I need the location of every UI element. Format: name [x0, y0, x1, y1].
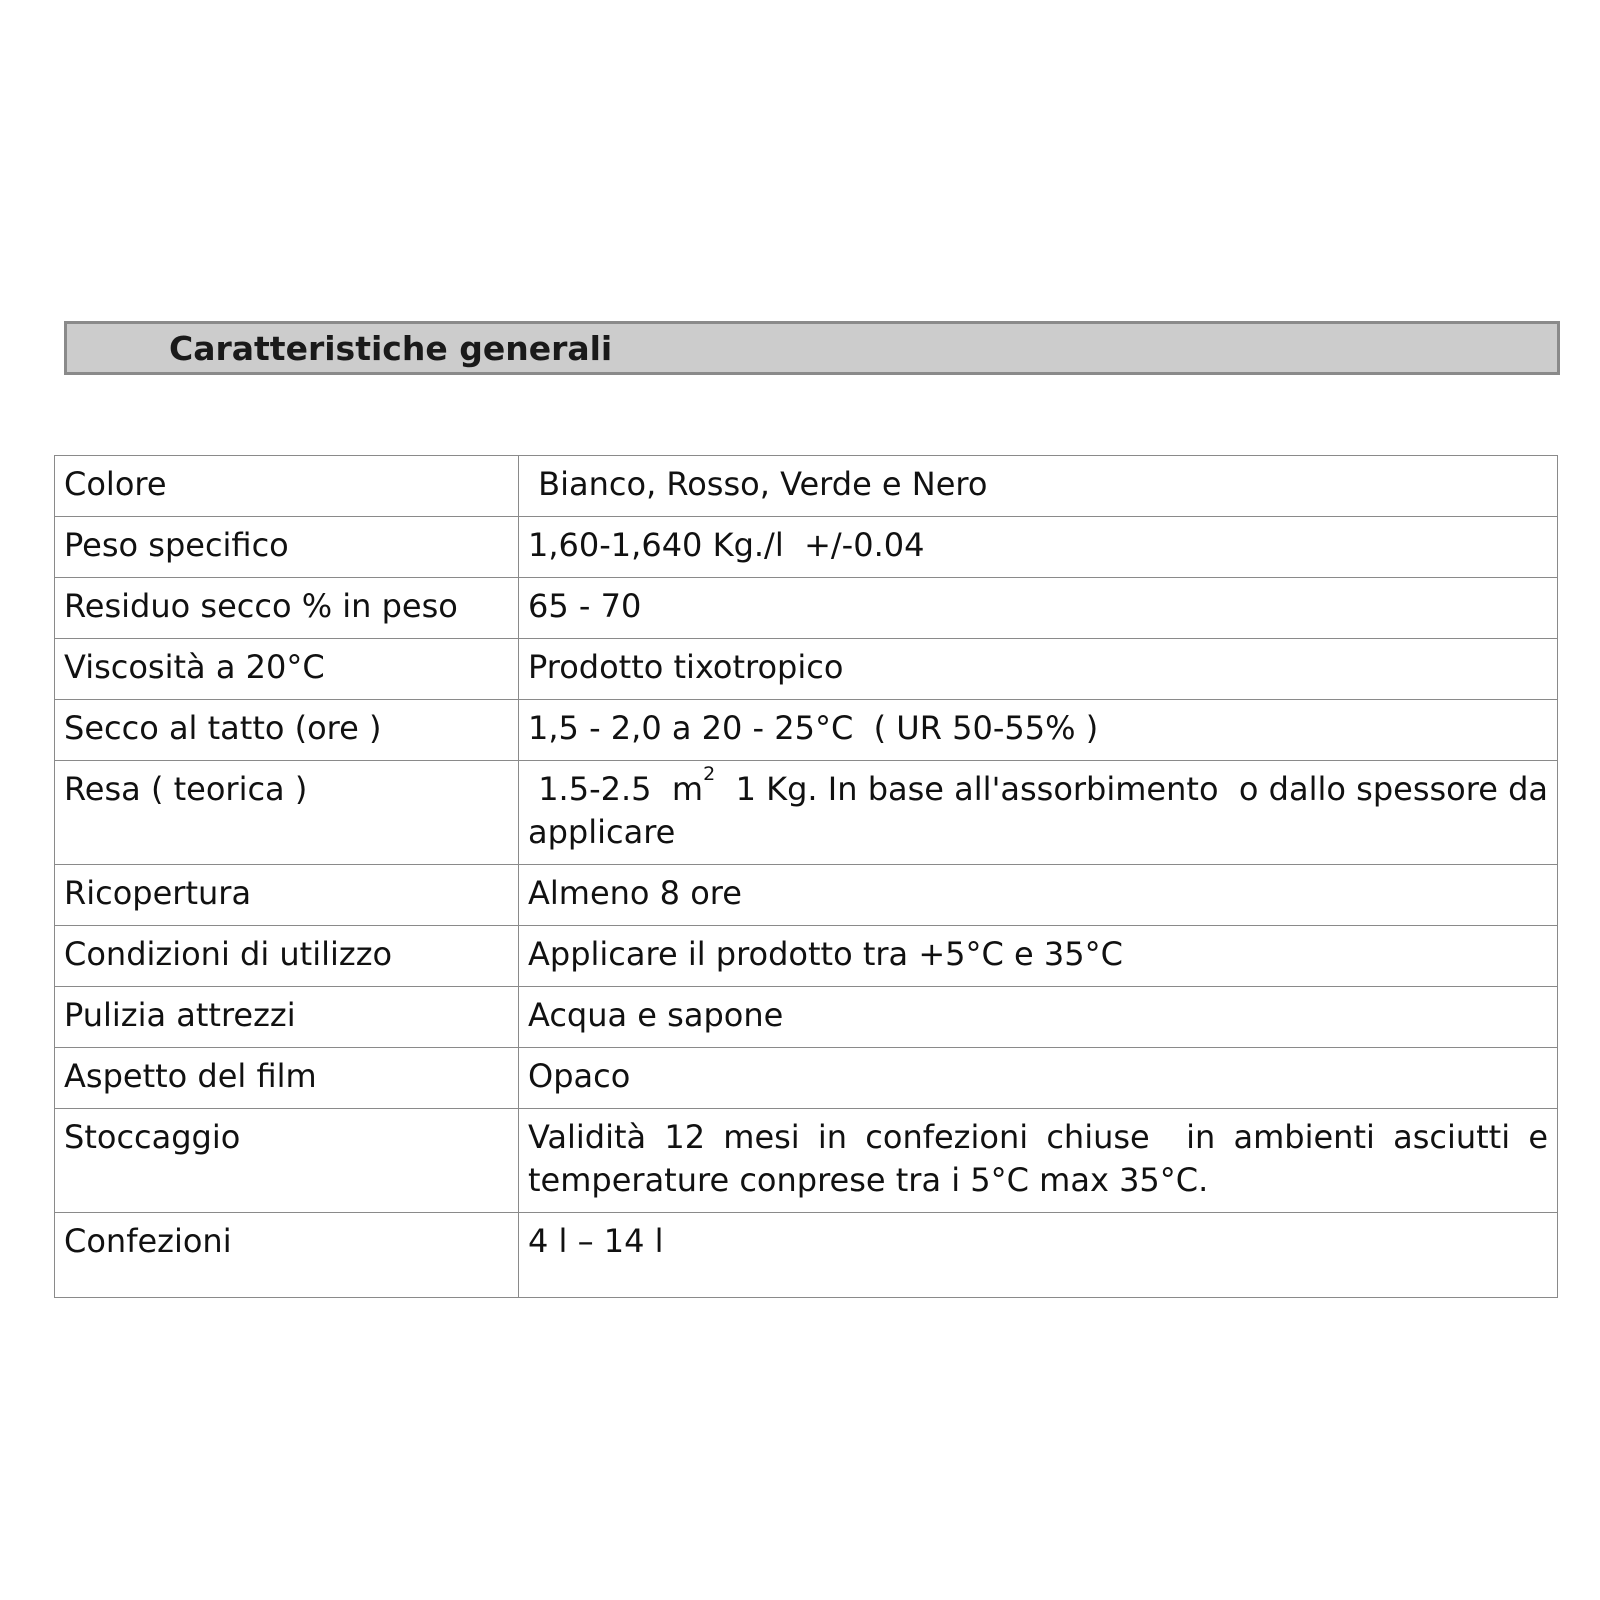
table-row — [55, 700, 1558, 761]
row-value: Validità 12 mesi in confezioni chiuse in ambienti asciutti e temperature conprese tra i 5°C max 35°C. — [519, 1109, 1558, 1213]
row-value: Prodotto tixotropico — [519, 639, 1558, 700]
row-label: Aspetto del film — [55, 1048, 519, 1109]
table-row — [55, 987, 1558, 1048]
table-row — [55, 639, 1558, 700]
row-label: Confezioni — [55, 1213, 519, 1298]
row-value: 1,5 - 2,0 a 20 - 25°C ( UR 50-55% ) — [519, 700, 1558, 761]
row-label: Secco al tatto (ore ) — [55, 700, 519, 761]
specs-table — [54, 455, 1558, 1298]
table-row — [55, 865, 1558, 926]
section-header — [64, 321, 1560, 375]
row-value: 1,60-1,640 Kg./l +/-0.04 — [519, 517, 1558, 578]
table-row — [55, 926, 1558, 987]
row-label: Resa ( teorica ) — [55, 761, 519, 865]
resa-value-rest: 1 Kg. In base all'assorbimento o dallo spessore da applicare — [528, 770, 1549, 851]
row-value: Acqua e sapone — [519, 987, 1558, 1048]
square-superscript: 2 — [703, 763, 716, 785]
resa-value-main: 1.5-2.5 m — [528, 770, 704, 808]
row-label: Ricopertura — [55, 865, 519, 926]
row-value: Opaco — [519, 1048, 1558, 1109]
row-value: 65 - 70 — [519, 578, 1558, 639]
row-value: Applicare il prodotto tra +5°C e 35°C — [519, 926, 1558, 987]
table-row — [55, 517, 1558, 578]
row-label: Viscosità a 20°C — [55, 639, 519, 700]
row-value: Almeno 8 ore — [519, 865, 1558, 926]
table-row — [55, 1109, 1558, 1213]
row-label: Residuo secco % in peso — [55, 578, 519, 639]
section-title: Caratteristiche generali — [169, 329, 613, 368]
table-row — [55, 761, 1558, 865]
row-value: 4 l – 14 l — [519, 1213, 1558, 1298]
row-value: Bianco, Rosso, Verde e Nero — [519, 456, 1558, 517]
table-row — [55, 456, 1558, 517]
row-value — [519, 761, 1558, 865]
row-label: Colore — [55, 456, 519, 517]
row-label: Peso specifico — [55, 517, 519, 578]
row-label: Condizioni di utilizzo — [55, 926, 519, 987]
table-row — [55, 578, 1558, 639]
table-row — [55, 1048, 1558, 1109]
table-row — [55, 1213, 1558, 1298]
row-label: Stoccaggio — [55, 1109, 519, 1213]
row-label: Pulizia attrezzi — [55, 987, 519, 1048]
